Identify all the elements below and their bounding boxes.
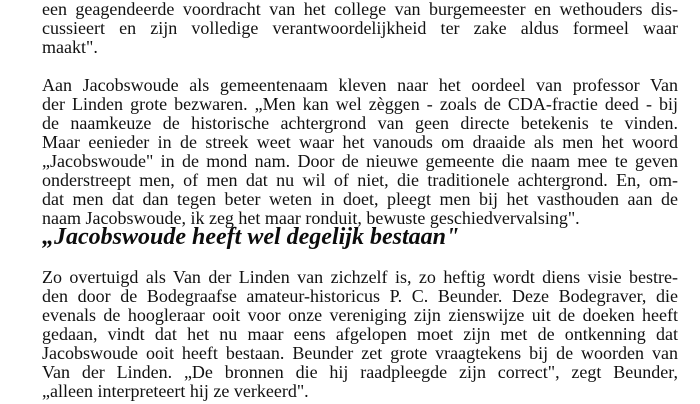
text-line: een geagendeerde voordracht van het college van burgemeester en wethouders dis- — [42, 0, 678, 19]
text-line: dat men dat dan tegen beter weten in doet, pleegt men bij het vasthouden aan de — [42, 189, 678, 209]
text-line: der Linden grote bezwaren. „Men kan wel zèggen - zoals de CDA-fractie deed - bij — [42, 94, 678, 114]
text-line: cussieert en zijn volledige verantwoordelijkheid ter zake aldus formeel waar — [42, 18, 678, 38]
paragraph-beunder — [42, 268, 678, 401]
text-line: naam Jacobswoude, ik zeg het maar ronduit, bewuste geschiedvervalsing". — [42, 208, 580, 228]
paragraph-van-der-linden — [42, 76, 678, 228]
text-line: onderstreept men, of men dat nu wil of niet, die traditionele achtergrond. En, om- — [42, 170, 678, 190]
text-line: Jacobswoude ooit heeft bestaan. Beunder zet grote vraagtekens bij de woorden van — [42, 343, 678, 363]
text-line: den door de Bodegraafse amateur-historicus P. C. Beunder. Deze Bodegraver, die — [42, 286, 678, 306]
text-line: Aan Jacobswoude als gemeentenaam kleven naar het oordeel van professor Van — [42, 75, 678, 95]
text-line: evenals de hoogleraar ooit voor onze vereniging zijn zienswijze uit de doeken heeft — [42, 305, 678, 325]
text-line: „Jacobswoude" in de mond nam. Door de nieuwe gemeente die naam mee te geven — [42, 151, 678, 171]
text-line: Zo overtuigd als Van der Linden van zichzelf is, zo heftig wordt diens visie bestre- — [42, 267, 678, 287]
section-heading: „Jacobswoude heeft wel degelijk bestaan" — [42, 224, 460, 250]
text-line: Van der Linden. „De bronnen die hij raadpleegde zijn correct", zegt Beunder, — [42, 362, 678, 382]
text-line: maakt". — [42, 37, 98, 57]
text-line: Maar eenieder in de streek weet waar het vanouds om draaide als men het woord — [42, 132, 678, 152]
text-line: gedaan, vindt dat het nu maar eens afgelopen moet zijn met de ontkenning dat — [42, 324, 678, 344]
paragraph-intro — [42, 0, 678, 57]
text-line: de naamkeuze de historische achtergrond van geen directe betekenis te vinden. — [42, 113, 678, 133]
text-line: „alleen interpreteert hij ze verkeerd". — [42, 381, 309, 401]
